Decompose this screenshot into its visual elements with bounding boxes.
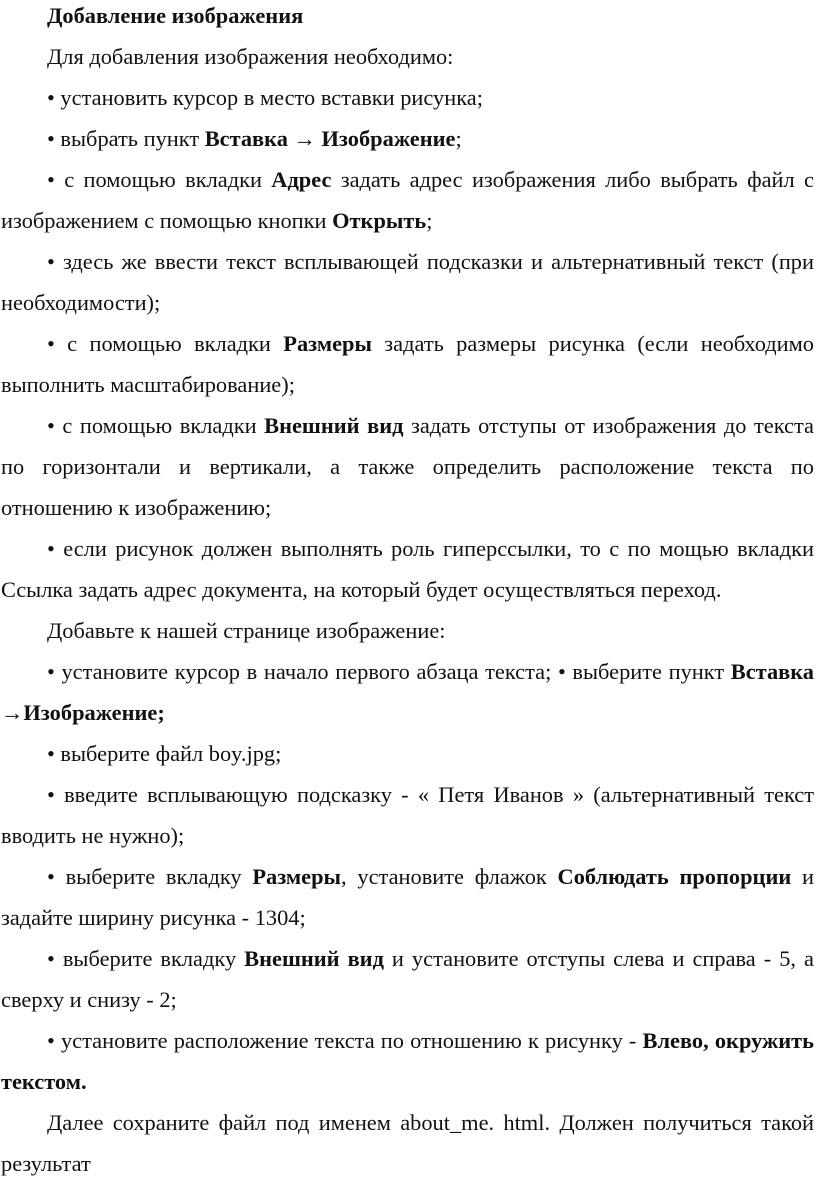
step-2: • выбрать пункт Вставка → Изображение; <box>47 126 462 151</box>
outro-paragraph: Далее сохраните файл под именем about_me. html. Должен получиться такой результат <box>1 1110 814 1176</box>
task-intro: Добавьте к нашей странице изображение: <box>47 618 446 643</box>
task-4: • выберите вкладку Размеры, установите флажок Соблюдать пропорции и задайте ширину рисунка - 1304; <box>1 864 814 930</box>
step-6: • с помощью вкладки Внешний вид задать отступы от изображения до текста по горизонтали и вертикали, а также определить расположение текста по отношению к изображению; <box>1 413 814 520</box>
section-heading: Добавление изображения <box>47 3 304 28</box>
task-1: • установите курсор в начало первого абзаца текста; • выберите пункт Вставка →Изображение; <box>1 659 814 725</box>
step-5: • с помощью вкладки Размеры задать размеры рисунка (если необходимо выполнить масштабирование); <box>1 331 815 397</box>
step-4: • здесь же ввести текст всплывающей подсказки и альтернативный текст (при необходимости); <box>1 249 814 315</box>
task-6: • установите расположение текста по отношению к рисунку - Влево, окружить текстом. <box>1 1028 814 1094</box>
task-2: • выберите файл boy.jpg; <box>47 741 282 766</box>
step-3: • с помощью вкладки Адрес задать адрес изображения либо выбрать файл с изображением с помощью кнопки Открыть; <box>1 167 814 233</box>
task-3: • введите всплывающую подсказку - « Петя Иванов » (альтернативный текст вводить не нужно); <box>1 782 814 848</box>
step-7: • если рисунок должен выполнять роль гиперссылки, то с по мощью вкладки Ссылка задать адрес документа, на который будет осуществляться переход. <box>1 536 814 602</box>
step-1: • установить курсор в место вставки рисунка; <box>47 85 483 110</box>
task-5: • выберите вкладку Внешний вид и установите отступы слева и справа - 5, а сверху и снизу - 2; <box>1 946 814 1012</box>
intro-paragraph: Для добавления изображения необходимо: <box>47 44 454 69</box>
